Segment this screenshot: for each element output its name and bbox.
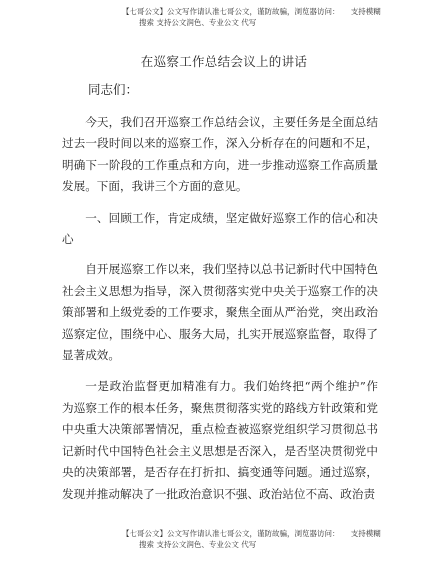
section-heading-1: 一、回顾工作，肯定成绩，坚定做好巡察工作的信心和决心 <box>62 210 378 247</box>
paragraph-review: 自开展巡察工作以来，我们坚持以总书记新时代中国特色社会主义思想为指导，深入贯彻落实党中央关于巡察工作的决策部署和上级党委的工作要求，聚焦全面从严治党，突出政治巡察定位，围绕中心、服务大局，扎实开展巡察监督，取得了显著成效。 <box>62 262 378 363</box>
document-title: 在巡察工作总结会议上的讲话 <box>140 54 308 69</box>
page-footer-notice <box>122 528 422 550</box>
header-line-1: 【七哥公文】公文写作请认准七哥公文，谨防故骗，浏览器访问： 支持模糊 <box>122 7 381 16</box>
header-line-2: 搜索 支持公文润色、专业公文 代写 <box>139 18 257 27</box>
salutation: 同志们： <box>88 82 139 97</box>
footer-line-1: 【七哥公文】公文写作请认准七哥公文，谨防故骗，浏览器访问： 支持模糊 <box>122 529 381 538</box>
paragraph-political-supervision: 一是政治监督更加精准有力。我们始终把“两个维护”作 为巡察工作的根本任务，聚焦贯彻落实党的路线方针政策和党 中央重大决策部署情况，重点检查被巡察党组织学习贯彻总书 记新时代中国特色社会主义思想是否深入，是否坚决贯彻党中 央的决策部署，是否存在打折扣、搞变通等问题。通过巡察， 发现并推动解决了一批政治意识不强、政治站位不高、政治责 <box>62 379 378 501</box>
document-body <box>62 112 378 515</box>
footer-line-2: 搜索 支持公文润色、专业公文 代写 <box>139 540 257 549</box>
paragraph-intro: 今天，我们召开巡察工作总结会议，主要任务是全面总结过去一段时间以来的巡察工作，深入分析存在的问题和不足，明确下一阶段的工作重点和方向，进一步推动巡察工作高质量发展。下面，我讲三个方面的意见。 <box>62 115 378 194</box>
page-header-notice <box>122 6 422 28</box>
